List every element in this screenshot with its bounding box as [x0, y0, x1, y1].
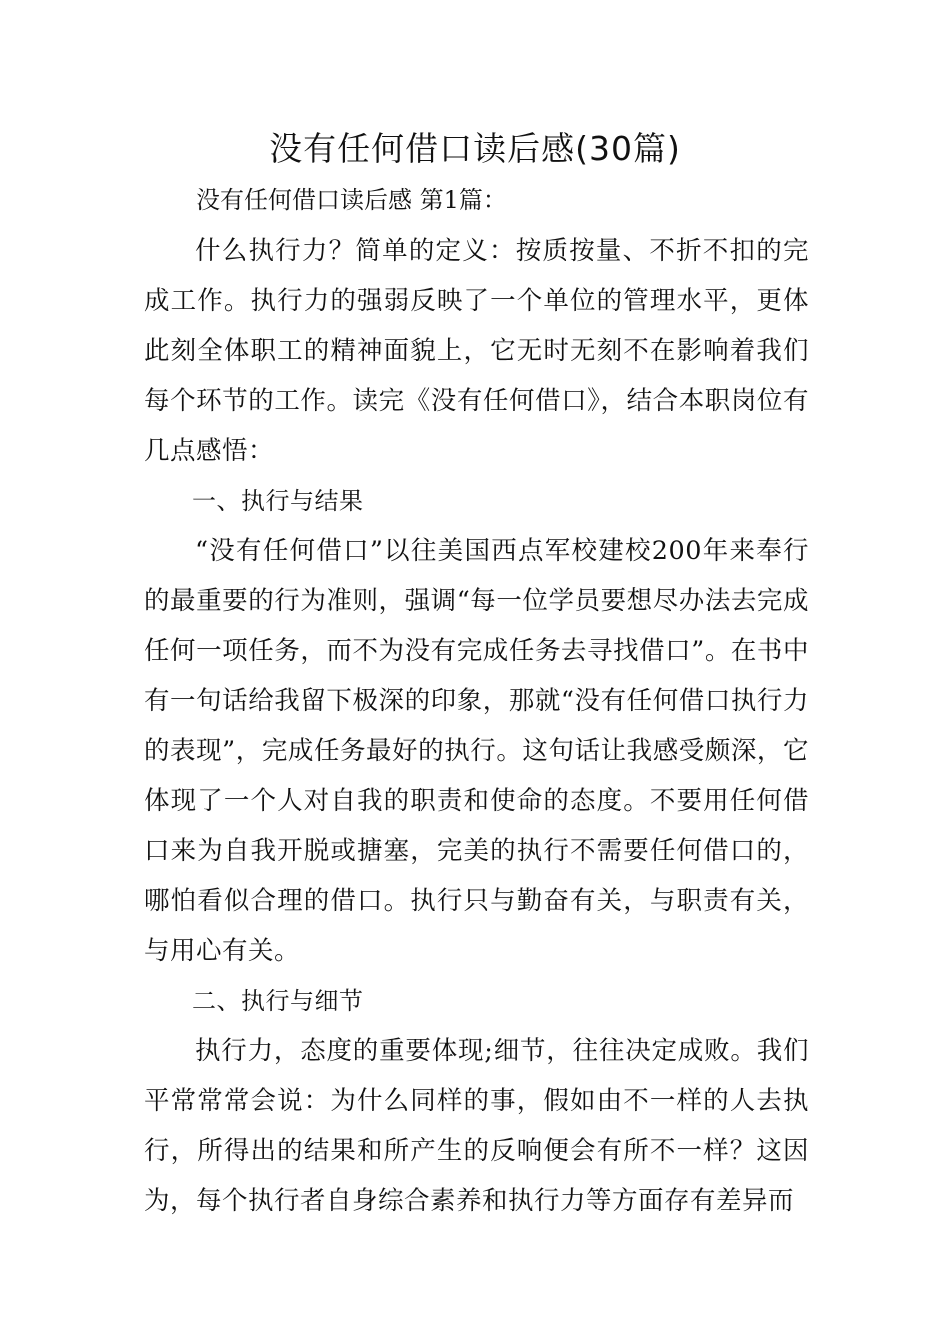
- document-subtitle: 没有任何借口读后感 第1篇：: [196, 186, 507, 214]
- paragraph-execution-result: “没有任何借口”以往美国西点军校建校200年来奉行的最重要的行为准则，强调“每一位学员要想尽办法去完成任何一项任务，而不为没有完成任务去寻找借口”。在书中有一句话给我留下极深的印象，那就“没有任何借口执行力的表现”，完成任务最好的执行。这句话让我感受颇深，它体现了一个人对自我的职责和使命的态度。不要用任何借口来为自我开脱或搪塞，完美的执行不需要任何借口的，哪怕看似合理的借口。执行只与勤奋有关，与职责有关，与用心有关。: [144, 536, 809, 966]
- section-heading-1: 一、执行与结果: [192, 487, 364, 515]
- document-body: [144, 226, 809, 1226]
- paragraph-intro: 什么执行力？简单的定义：按质按量、不折不扣的完成工作。执行力的强弱反映了一个单位的管理水平，更体此刻全体职工的精神面貌上，它无时无刻不在影响着我们每个环节的工作。读完《没有任何借口》，结合本职岗位有几点感悟：: [144, 236, 809, 466]
- document-title: 没有任何借口读后感(30篇): [269, 129, 681, 168]
- paragraph-execution-detail: 执行力，态度的重要体现;细节，往往决定成败。我们平常常常会说：为什么同样的事，假如由不一样的人去执行，所得出的结果和所产生的反响便会有所不一样？这因为，每个执行者自身综合素养和执行力等方面存有差异而: [144, 1036, 809, 1216]
- section-heading-2: 二、执行与细节: [192, 987, 364, 1015]
